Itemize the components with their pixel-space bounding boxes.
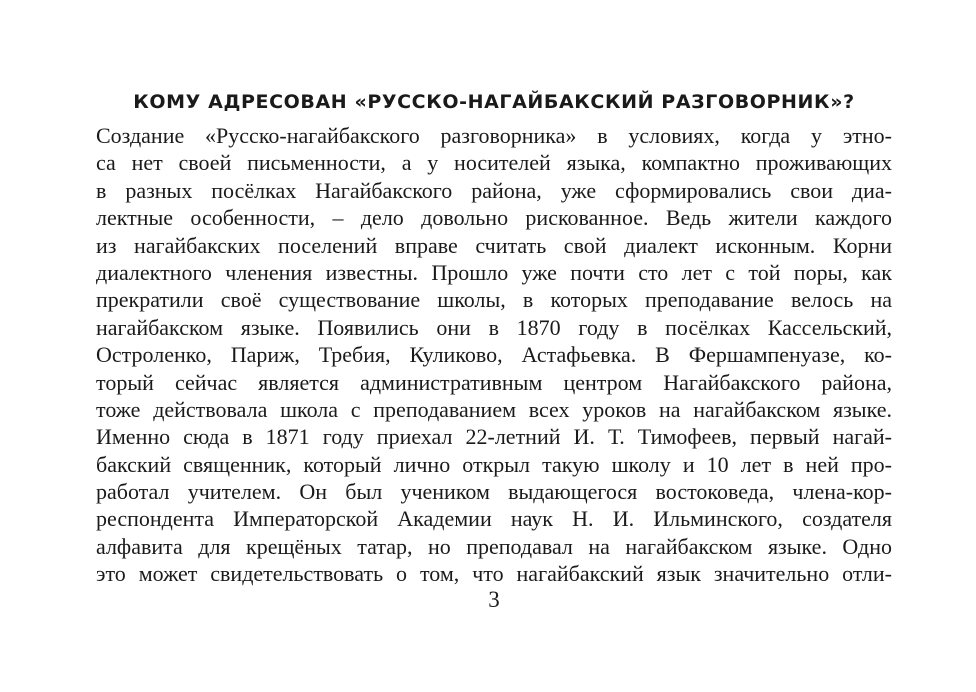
- text-line: алфавита для крещёных татар, но преподавал на нагайбакском языке. Одно: [96, 533, 892, 559]
- page-number: 3: [488, 587, 500, 612]
- text-line: диалектного членения известны. Прошло уже почти сто лет с той поры, как: [96, 259, 892, 285]
- text-line: нагайбакском языке. Появились они в 1870 году в посёлках Кассельский,: [96, 314, 892, 340]
- text-line: респондента Императорской Академии наук Н. И. Ильминского, создателя: [96, 506, 892, 532]
- text-line: тоже действовала школа с преподаванием всех уроков на нагайбакском языке.: [96, 396, 892, 422]
- book-page: [96, 0, 892, 692]
- text-line: работал учителем. Он был учеником выдающегося востоковеда, члена-кор-: [96, 479, 892, 505]
- text-line: из нагайбакских поселений вправе считать свой диалект исконным. Корни: [96, 232, 892, 258]
- text-line: торый сейчас является административным центром Нагайбакского района,: [96, 369, 892, 395]
- text-line: в разных посёлках Нагайбакского района, уже сформировались свои диа-: [96, 177, 892, 203]
- text-line: это может свидетельствовать о том, что нагайбакский язык значительно отли-: [96, 561, 892, 587]
- text-line: Остроленко, Париж, Требия, Куликово, Астафьевка. В Фершампенуазе, ко-: [96, 342, 892, 368]
- text-line: Именно сюда в 1871 году приехал 22-летний И. Т. Тимофеев, первый нагай-: [96, 424, 892, 450]
- text-line: лектные особенности, – дело довольно рискованное. Ведь жители каждого: [96, 205, 892, 231]
- text-line: прекратили своё существование школы, в которых преподавание велось на: [96, 287, 892, 313]
- text-line: бакский священник, который лично открыл такую школу и 10 лет в ней про-: [96, 451, 892, 477]
- text-line: са нет своей письменности, а у носителей языка, компактно проживающих: [96, 150, 892, 176]
- section-heading: КОМУ АДРЕСОВАН «РУССКО-НАГАЙБАКСКИЙ РАЗГОВОРНИК»?: [133, 91, 855, 113]
- body-text: [96, 122, 892, 588]
- text-line: Создание «Русско-нагайбакского разговорника» в условиях, когда у этно-: [96, 123, 892, 148]
